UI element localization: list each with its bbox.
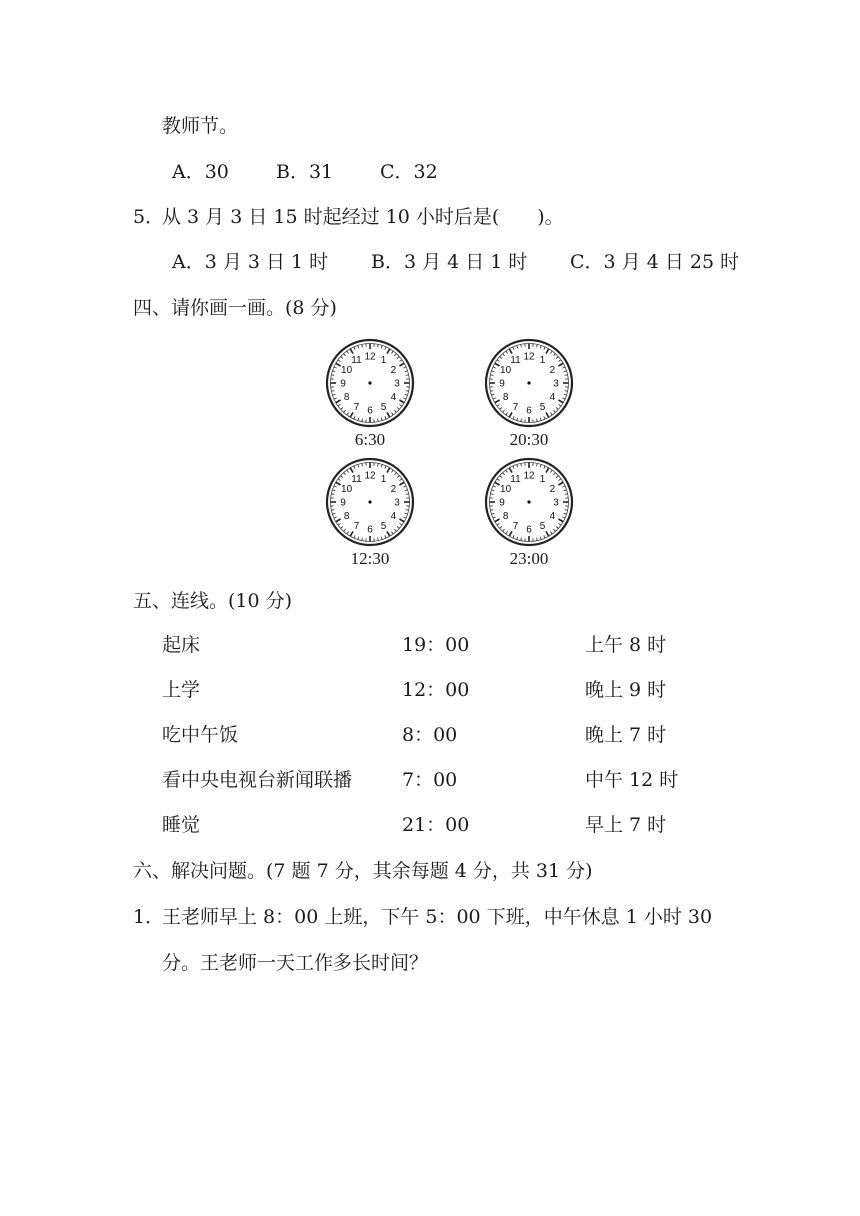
clock-number: 4 — [549, 511, 556, 522]
clock-tick — [553, 410, 555, 412]
clock-tick — [490, 494, 493, 495]
clock-number: 11 — [351, 355, 362, 367]
clock-tick — [394, 529, 396, 531]
clock-tick — [517, 418, 518, 421]
clock-tick — [509, 468, 512, 473]
clock-tick — [347, 413, 349, 415]
clock-tick — [506, 532, 508, 534]
clock-number: 8 — [502, 392, 509, 403]
clock-tick — [537, 538, 538, 541]
time-item: 8：00 — [402, 724, 458, 746]
clock-tick — [399, 400, 404, 403]
clock-tick — [544, 416, 545, 419]
clock-tick — [406, 510, 409, 511]
period-item: 晚上 9 时 — [585, 679, 667, 701]
clock-tick — [394, 410, 396, 412]
clock-tick — [537, 344, 538, 347]
clock-tick — [497, 479, 499, 481]
clock-number: 9 — [340, 378, 346, 390]
clock-number: 10 — [500, 365, 512, 376]
clock-tick — [495, 400, 500, 403]
clock-number: 10 — [341, 365, 353, 376]
clock-tick — [344, 354, 346, 356]
clock-number: 1 — [380, 355, 387, 367]
clock-tick — [397, 357, 399, 359]
clock-tick — [399, 519, 404, 522]
clock-tick — [400, 523, 402, 525]
clock-tick — [338, 479, 340, 481]
clock-tick — [394, 473, 396, 475]
clock-tick — [521, 538, 522, 541]
clock-tick — [331, 494, 334, 495]
clock-tick — [344, 473, 346, 475]
clock-tick — [350, 468, 353, 473]
clock-tick — [564, 371, 567, 372]
clock-tick — [397, 407, 399, 409]
clock-tick — [385, 416, 386, 419]
clock-tick — [490, 510, 493, 511]
clock-tick — [391, 413, 393, 415]
clock-tick — [556, 526, 558, 528]
clock-number: 3 — [553, 378, 559, 390]
clock-tick — [491, 513, 494, 514]
clock-tick — [362, 538, 363, 541]
clock-tick — [562, 367, 565, 368]
clock-tick — [540, 418, 541, 421]
clock-tick — [565, 375, 568, 376]
clock-tick — [495, 482, 500, 485]
clock-tick — [347, 351, 349, 353]
clock-tick — [399, 482, 404, 485]
clock-tick — [338, 523, 340, 525]
period-item: 中午 12 时 — [585, 769, 679, 791]
clock-number: 9 — [340, 497, 346, 509]
clock-tick — [553, 473, 555, 475]
clock-tick — [513, 466, 514, 469]
activity-item: 上学 — [162, 679, 201, 701]
clock-tick — [544, 535, 545, 538]
q5-text: 从 3 月 3 日 15 时起经过 10 小时后是( )。 — [162, 206, 564, 228]
s6-q1-line1: 王老师早上 8：00 上班，下午 5：00 下班，中午休息 1 小时 30 — [162, 906, 713, 928]
clock-tick — [332, 394, 335, 395]
clock-tick — [378, 344, 379, 347]
clock-tick — [334, 367, 337, 368]
clock-label: 12:30 — [350, 549, 390, 568]
clock-tick — [362, 419, 363, 422]
clock-tick — [403, 367, 406, 368]
clock-number: 6 — [367, 524, 373, 536]
clock-number: 7 — [512, 520, 519, 532]
clock-label: 6:30 — [354, 430, 386, 449]
clock-tick — [358, 345, 359, 348]
clock-tick — [500, 407, 502, 409]
clock-tick — [558, 482, 563, 485]
clock-tick — [350, 531, 353, 536]
time-item: 7：00 — [402, 769, 458, 791]
clock-face — [484, 338, 574, 428]
clock-tick — [500, 476, 502, 478]
clock-tick — [331, 391, 334, 392]
clock-tick — [565, 510, 568, 511]
clock-tick — [553, 354, 555, 356]
clock-tick — [336, 363, 341, 366]
time-item: 12：00 — [402, 679, 470, 701]
clock-tick — [341, 476, 343, 478]
clock-tick — [503, 410, 505, 412]
clock-tick — [332, 490, 335, 491]
clock-tick — [347, 470, 349, 472]
clock-number: 1 — [380, 474, 387, 486]
clock-center-dot — [368, 500, 371, 503]
clock-tick — [550, 351, 552, 353]
clock-tick — [513, 416, 514, 419]
clock-number: 3 — [394, 497, 400, 509]
clock-center-dot — [527, 500, 530, 503]
clock-tick — [546, 349, 549, 354]
clock-face — [325, 457, 415, 547]
clock-tick — [397, 476, 399, 478]
clock-tick — [387, 468, 390, 473]
clock-tick — [550, 413, 552, 415]
clock-tick — [521, 419, 522, 422]
clock-tick — [336, 400, 341, 403]
clock-tick — [403, 486, 406, 487]
clock-number: 1 — [539, 474, 546, 486]
clock-tick — [540, 537, 541, 540]
clock-tick — [503, 354, 505, 356]
clock-tick — [400, 404, 402, 406]
clock-tick — [559, 523, 561, 525]
clock-tick — [556, 476, 558, 478]
clock-number: 8 — [502, 511, 509, 522]
clock-tick — [391, 532, 393, 534]
clock-tick — [497, 523, 499, 525]
clock-tick — [493, 517, 496, 518]
clock-1 — [315, 338, 425, 450]
clock-tick — [490, 391, 493, 392]
clock-number: 4 — [390, 511, 397, 522]
clock-number: 3 — [394, 378, 400, 390]
clock-tick — [493, 486, 496, 487]
clock-number: 2 — [390, 484, 397, 495]
clock-tick — [405, 394, 408, 395]
clock-tick — [331, 375, 334, 376]
clock-tick — [517, 537, 518, 540]
clock-tick — [500, 357, 502, 359]
clock-tick — [497, 404, 499, 406]
clock-number: 4 — [390, 392, 397, 403]
clock-tick — [378, 538, 379, 541]
clock-tick — [537, 463, 538, 466]
clock-tick — [517, 345, 518, 348]
clock-tick — [540, 345, 541, 348]
q4-option-b: B．31 — [276, 161, 334, 183]
q4-option-a: A．30 — [172, 161, 229, 183]
clock-tick — [495, 363, 500, 366]
clock-tick — [403, 517, 406, 518]
clock-tick — [544, 466, 545, 469]
clock-number: 12 — [523, 470, 535, 482]
clock-tick — [350, 412, 353, 417]
clock-tick — [517, 464, 518, 467]
clock-number: 9 — [499, 497, 505, 509]
q5-option-c: C．3 月 4 日 25 时 — [570, 251, 740, 273]
clock-4 — [474, 457, 584, 569]
clock-2 — [474, 338, 584, 450]
section5-title: 五、连线。(10 分) — [133, 590, 293, 612]
clock-label: 23:00 — [509, 549, 549, 568]
clock-tick — [565, 494, 568, 495]
clock-tick — [546, 531, 549, 536]
clock-tick — [350, 349, 353, 354]
clock-tick — [336, 482, 341, 485]
clock-tick — [546, 412, 549, 417]
activity-item: 起床 — [162, 634, 201, 656]
clock-tick — [341, 357, 343, 359]
clock-number: 6 — [526, 405, 532, 417]
clock-tick — [509, 412, 512, 417]
clock-tick — [556, 357, 558, 359]
clock-tick — [354, 416, 355, 419]
clock-tick — [506, 413, 508, 415]
clock-tick — [354, 535, 355, 538]
clock-number: 7 — [353, 401, 360, 413]
clock-tick — [405, 513, 408, 514]
clock-tick — [506, 470, 508, 472]
clock-tick — [493, 367, 496, 368]
clock-tick — [558, 400, 563, 403]
clock-number: 6 — [367, 405, 373, 417]
clock-number: 10 — [341, 484, 353, 495]
clock-tick — [556, 407, 558, 409]
clock-tick — [381, 345, 382, 348]
clock-number: 7 — [353, 520, 360, 532]
clock-tick — [378, 419, 379, 422]
clock-tick — [506, 351, 508, 353]
clock-number: 12 — [364, 470, 376, 482]
clock-number: 8 — [343, 392, 350, 403]
clock-tick — [513, 347, 514, 350]
clock-tick — [546, 468, 549, 473]
clock-number: 5 — [539, 401, 546, 413]
clock-tick — [334, 486, 337, 487]
clock-tick — [344, 529, 346, 531]
clock-tick — [385, 466, 386, 469]
clock-tick — [521, 344, 522, 347]
clock-tick — [394, 354, 396, 356]
clock-tick — [550, 532, 552, 534]
clock-center-dot — [368, 381, 371, 384]
clock-tick — [559, 404, 561, 406]
period-item: 上午 8 时 — [585, 634, 667, 656]
clock-tick — [341, 407, 343, 409]
clock-number: 11 — [351, 474, 362, 486]
clock-number: 9 — [499, 378, 505, 390]
clock-tick — [559, 479, 561, 481]
clock-tick — [381, 464, 382, 467]
clock-number: 2 — [549, 484, 556, 495]
section6-title: 六、解决问题。(7 题 7 分，其余每题 4 分，共 31 分) — [133, 860, 593, 882]
clock-tick — [405, 371, 408, 372]
clock-tick — [332, 371, 335, 372]
clock-tick — [553, 529, 555, 531]
clock-number: 11 — [510, 474, 521, 486]
clock-tick — [562, 486, 565, 487]
clock-tick — [503, 473, 505, 475]
clock-tick — [334, 398, 337, 399]
clock-tick — [491, 490, 494, 491]
clock-tick — [391, 351, 393, 353]
q4-option-c: C．32 — [380, 161, 438, 183]
clock-tick — [558, 519, 563, 522]
clock-tick — [564, 394, 567, 395]
clock-number: 2 — [390, 365, 397, 376]
clock-number: 5 — [380, 520, 387, 532]
clock-tick — [562, 517, 565, 518]
clock-tick — [405, 490, 408, 491]
clock-face — [484, 457, 574, 547]
q5-option-a: A．3 月 3 日 1 时 — [172, 251, 329, 273]
clock-tick — [378, 463, 379, 466]
clock-face — [325, 338, 415, 428]
clock-tick — [521, 463, 522, 466]
clock-tick — [338, 404, 340, 406]
clock-tick — [537, 419, 538, 422]
activity-item: 吃中午饭 — [162, 724, 239, 746]
clock-tick — [490, 375, 493, 376]
s6-q1-line2: 分。王老师一天工作多长时间？ — [162, 952, 429, 974]
clock-number: 2 — [549, 365, 556, 376]
clock-number: 11 — [510, 355, 521, 367]
clock-label: 20:30 — [509, 430, 549, 449]
clock-number: 8 — [343, 511, 350, 522]
time-item: 19：00 — [402, 634, 470, 656]
clock-tick — [497, 360, 499, 362]
clock-tick — [354, 347, 355, 350]
section4-title: 四、请你画一画。(8 分) — [133, 297, 337, 319]
clock-tick — [385, 347, 386, 350]
clock-tick — [544, 347, 545, 350]
clock-tick — [491, 394, 494, 395]
clock-tick — [400, 479, 402, 481]
clock-tick — [400, 360, 402, 362]
clock-tick — [509, 349, 512, 354]
clock-tick — [387, 531, 390, 536]
clock-tick — [403, 398, 406, 399]
clock-tick — [332, 513, 335, 514]
clock-tick — [564, 490, 567, 491]
clock-number: 4 — [549, 392, 556, 403]
clock-tick — [503, 529, 505, 531]
clock-number: 6 — [526, 524, 532, 536]
clock-3 — [315, 457, 425, 569]
clock-tick — [362, 344, 363, 347]
clock-tick — [354, 466, 355, 469]
clock-number: 12 — [523, 351, 535, 363]
clock-tick — [509, 531, 512, 536]
clock-tick — [406, 494, 409, 495]
clock-tick — [331, 510, 334, 511]
clock-tick — [381, 418, 382, 421]
q4-text-continuation: 教师节。 — [162, 115, 239, 137]
clock-tick — [385, 535, 386, 538]
clock-tick — [334, 517, 337, 518]
clock-tick — [406, 375, 409, 376]
period-item: 早上 7 时 — [585, 814, 667, 836]
clock-tick — [338, 360, 340, 362]
clock-number: 5 — [380, 401, 387, 413]
clock-number: 5 — [539, 520, 546, 532]
clock-number: 10 — [500, 484, 512, 495]
time-item: 21：00 — [402, 814, 470, 836]
activity-item: 看中央电视台新闻联播 — [162, 769, 353, 791]
clock-tick — [565, 391, 568, 392]
q5-number: 5． — [133, 206, 165, 228]
q5-option-b: B．3 月 4 日 1 时 — [371, 251, 528, 273]
clock-number: 1 — [539, 355, 546, 367]
clock-tick — [336, 519, 341, 522]
clock-tick — [341, 526, 343, 528]
clock-tick — [540, 464, 541, 467]
clock-tick — [550, 470, 552, 472]
clock-tick — [406, 391, 409, 392]
clock-tick — [491, 371, 494, 372]
clock-tick — [500, 526, 502, 528]
clock-tick — [391, 470, 393, 472]
clock-tick — [562, 398, 565, 399]
clock-tick — [347, 532, 349, 534]
clock-tick — [564, 513, 567, 514]
clock-center-dot — [527, 381, 530, 384]
clock-tick — [399, 363, 404, 366]
activity-item: 睡觉 — [162, 814, 201, 836]
clock-tick — [397, 526, 399, 528]
clock-tick — [358, 418, 359, 421]
clock-tick — [558, 363, 563, 366]
clock-number: 7 — [512, 401, 519, 413]
clock-tick — [513, 535, 514, 538]
clock-tick — [344, 410, 346, 412]
clock-tick — [358, 537, 359, 540]
clock-tick — [362, 463, 363, 466]
clock-tick — [387, 349, 390, 354]
clock-tick — [495, 519, 500, 522]
s6-q1-number: 1． — [133, 906, 165, 928]
clock-number: 3 — [553, 497, 559, 509]
clock-tick — [358, 464, 359, 467]
clock-tick — [387, 412, 390, 417]
clock-tick — [381, 537, 382, 540]
clock-tick — [493, 398, 496, 399]
clock-tick — [559, 360, 561, 362]
period-item: 晚上 7 时 — [585, 724, 667, 746]
clock-number: 12 — [364, 351, 376, 363]
